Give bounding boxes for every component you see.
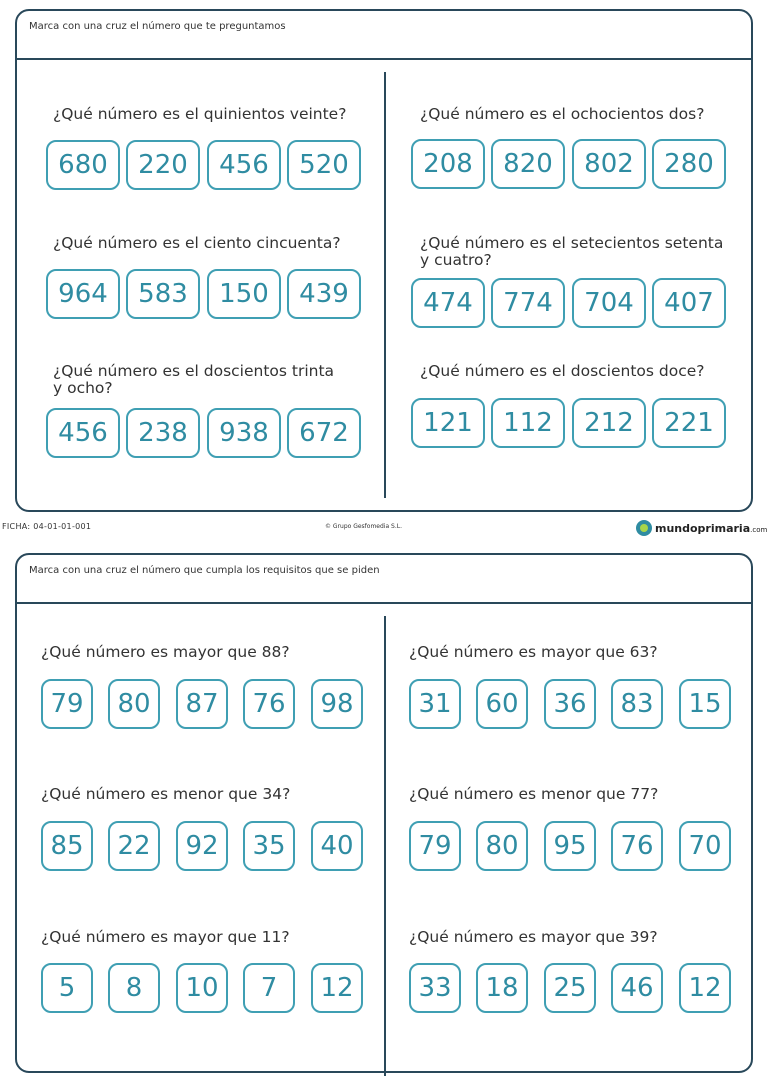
column-divider — [384, 616, 386, 1076]
question-2 — [420, 106, 704, 123]
answer-option[interactable]: 92 — [176, 821, 228, 871]
worksheet-2 — [15, 553, 753, 1073]
question-8: ¿Qué número es mayor que 63? — [409, 643, 658, 661]
answer-option[interactable]: 10 — [176, 963, 228, 1013]
answer-option[interactable]: 18 — [476, 963, 528, 1013]
question-text: ¿Qué número es el ciento cincuenta? — [53, 234, 341, 252]
question-text: y cuatro? — [420, 251, 492, 269]
answer-option[interactable]: 35 — [243, 821, 295, 871]
answer-option[interactable]: 79 — [409, 821, 461, 871]
answer-option[interactable]: 212 — [572, 398, 646, 448]
question-10: ¿Qué número es menor que 77? — [409, 785, 659, 803]
answer-option[interactable]: 98 — [311, 679, 363, 729]
question-text: ¿Qué número es el doscientos trinta — [53, 362, 335, 380]
worksheet-1 — [15, 9, 753, 512]
logo-text: mundoprimaria — [655, 521, 751, 535]
question-9: ¿Qué número es menor que 34? — [41, 785, 291, 803]
answer-option[interactable]: 80 — [108, 679, 160, 729]
answer-option[interactable]: 76 — [611, 821, 663, 871]
answer-option[interactable]: 938 — [207, 408, 281, 458]
answer-option[interactable]: 774 — [491, 278, 565, 328]
brand-logo[interactable] — [636, 518, 767, 538]
question-3 — [53, 235, 341, 252]
question-6 — [420, 363, 705, 380]
answer-option[interactable]: 474 — [411, 278, 485, 328]
answer-option[interactable]: 407 — [652, 278, 726, 328]
answer-option[interactable]: 80 — [476, 821, 528, 871]
answer-option[interactable]: 79 — [41, 679, 93, 729]
question-11: ¿Qué número es mayor que 11? — [41, 928, 290, 946]
answer-option[interactable]: 85 — [41, 821, 93, 871]
answer-option[interactable]: 680 — [46, 140, 120, 190]
answer-option[interactable]: 208 — [411, 139, 485, 189]
answer-option[interactable]: 820 — [491, 139, 565, 189]
answer-option[interactable]: 583 — [126, 269, 200, 319]
instruction-1: Marca con una cruz el número que te preguntamos — [17, 11, 751, 60]
answer-option[interactable]: 60 — [476, 679, 528, 729]
question-text: ¿Qué número es el quinientos veinte? — [53, 105, 347, 123]
answer-option[interactable]: 15 — [679, 679, 731, 729]
answer-option[interactable]: 121 — [411, 398, 485, 448]
page-footer — [0, 518, 768, 540]
answer-option[interactable]: 802 — [572, 139, 646, 189]
answer-option[interactable]: 8 — [108, 963, 160, 1013]
answer-option[interactable]: 280 — [652, 139, 726, 189]
answer-option[interactable]: 964 — [46, 269, 120, 319]
answer-option[interactable]: 31 — [409, 679, 461, 729]
answer-option[interactable]: 5 — [41, 963, 93, 1013]
answer-option[interactable]: 36 — [544, 679, 596, 729]
answer-option[interactable]: 87 — [176, 679, 228, 729]
answer-option[interactable]: 70 — [679, 821, 731, 871]
answer-option[interactable]: 672 — [287, 408, 361, 458]
answer-option[interactable]: 112 — [491, 398, 565, 448]
logo-suffix: .com — [750, 525, 768, 534]
answer-option[interactable]: 238 — [126, 408, 200, 458]
answer-option[interactable]: 12 — [311, 963, 363, 1013]
worksheet-code: FICHA: 04-01-01-001 — [2, 522, 92, 531]
answer-option[interactable]: 33 — [409, 963, 461, 1013]
answer-option[interactable]: 150 — [207, 269, 281, 319]
question-7: ¿Qué número es mayor que 88? — [41, 643, 290, 661]
answer-option[interactable]: 439 — [287, 269, 361, 319]
question-text: y ocho? — [53, 379, 113, 397]
question-text: ¿Qué número es el setecientos setenta — [420, 234, 724, 252]
answer-option[interactable]: 40 — [311, 821, 363, 871]
question-text: ¿Qué número es el ochocientos dos? — [420, 105, 705, 123]
instruction-2: Marca con una cruz el número que cumpla los requisitos que se piden — [17, 555, 751, 604]
answer-option[interactable]: 83 — [611, 679, 663, 729]
answer-option[interactable]: 7 — [243, 963, 295, 1013]
answer-option[interactable]: 456 — [207, 140, 281, 190]
answer-option[interactable]: 456 — [46, 408, 120, 458]
mundoprimaria-logo-icon — [636, 520, 652, 536]
question-5 — [53, 363, 334, 397]
question-12: ¿Qué número es mayor que 39? — [409, 928, 658, 946]
question-4 — [420, 235, 723, 269]
answer-option[interactable]: 704 — [572, 278, 646, 328]
answer-option[interactable]: 95 — [544, 821, 596, 871]
answer-option[interactable]: 25 — [544, 963, 596, 1013]
answer-option[interactable]: 220 — [126, 140, 200, 190]
question-text: ¿Qué número es el doscientos doce? — [420, 362, 705, 380]
copyright: © Grupo Gesfomedia S.L. — [325, 523, 403, 530]
column-divider — [384, 72, 386, 498]
answer-option[interactable]: 76 — [243, 679, 295, 729]
answer-option[interactable]: 46 — [611, 963, 663, 1013]
question-1 — [53, 106, 346, 123]
answer-option[interactable]: 12 — [679, 963, 731, 1013]
answer-option[interactable]: 520 — [287, 140, 361, 190]
answer-option[interactable]: 221 — [652, 398, 726, 448]
answer-option[interactable]: 22 — [108, 821, 160, 871]
